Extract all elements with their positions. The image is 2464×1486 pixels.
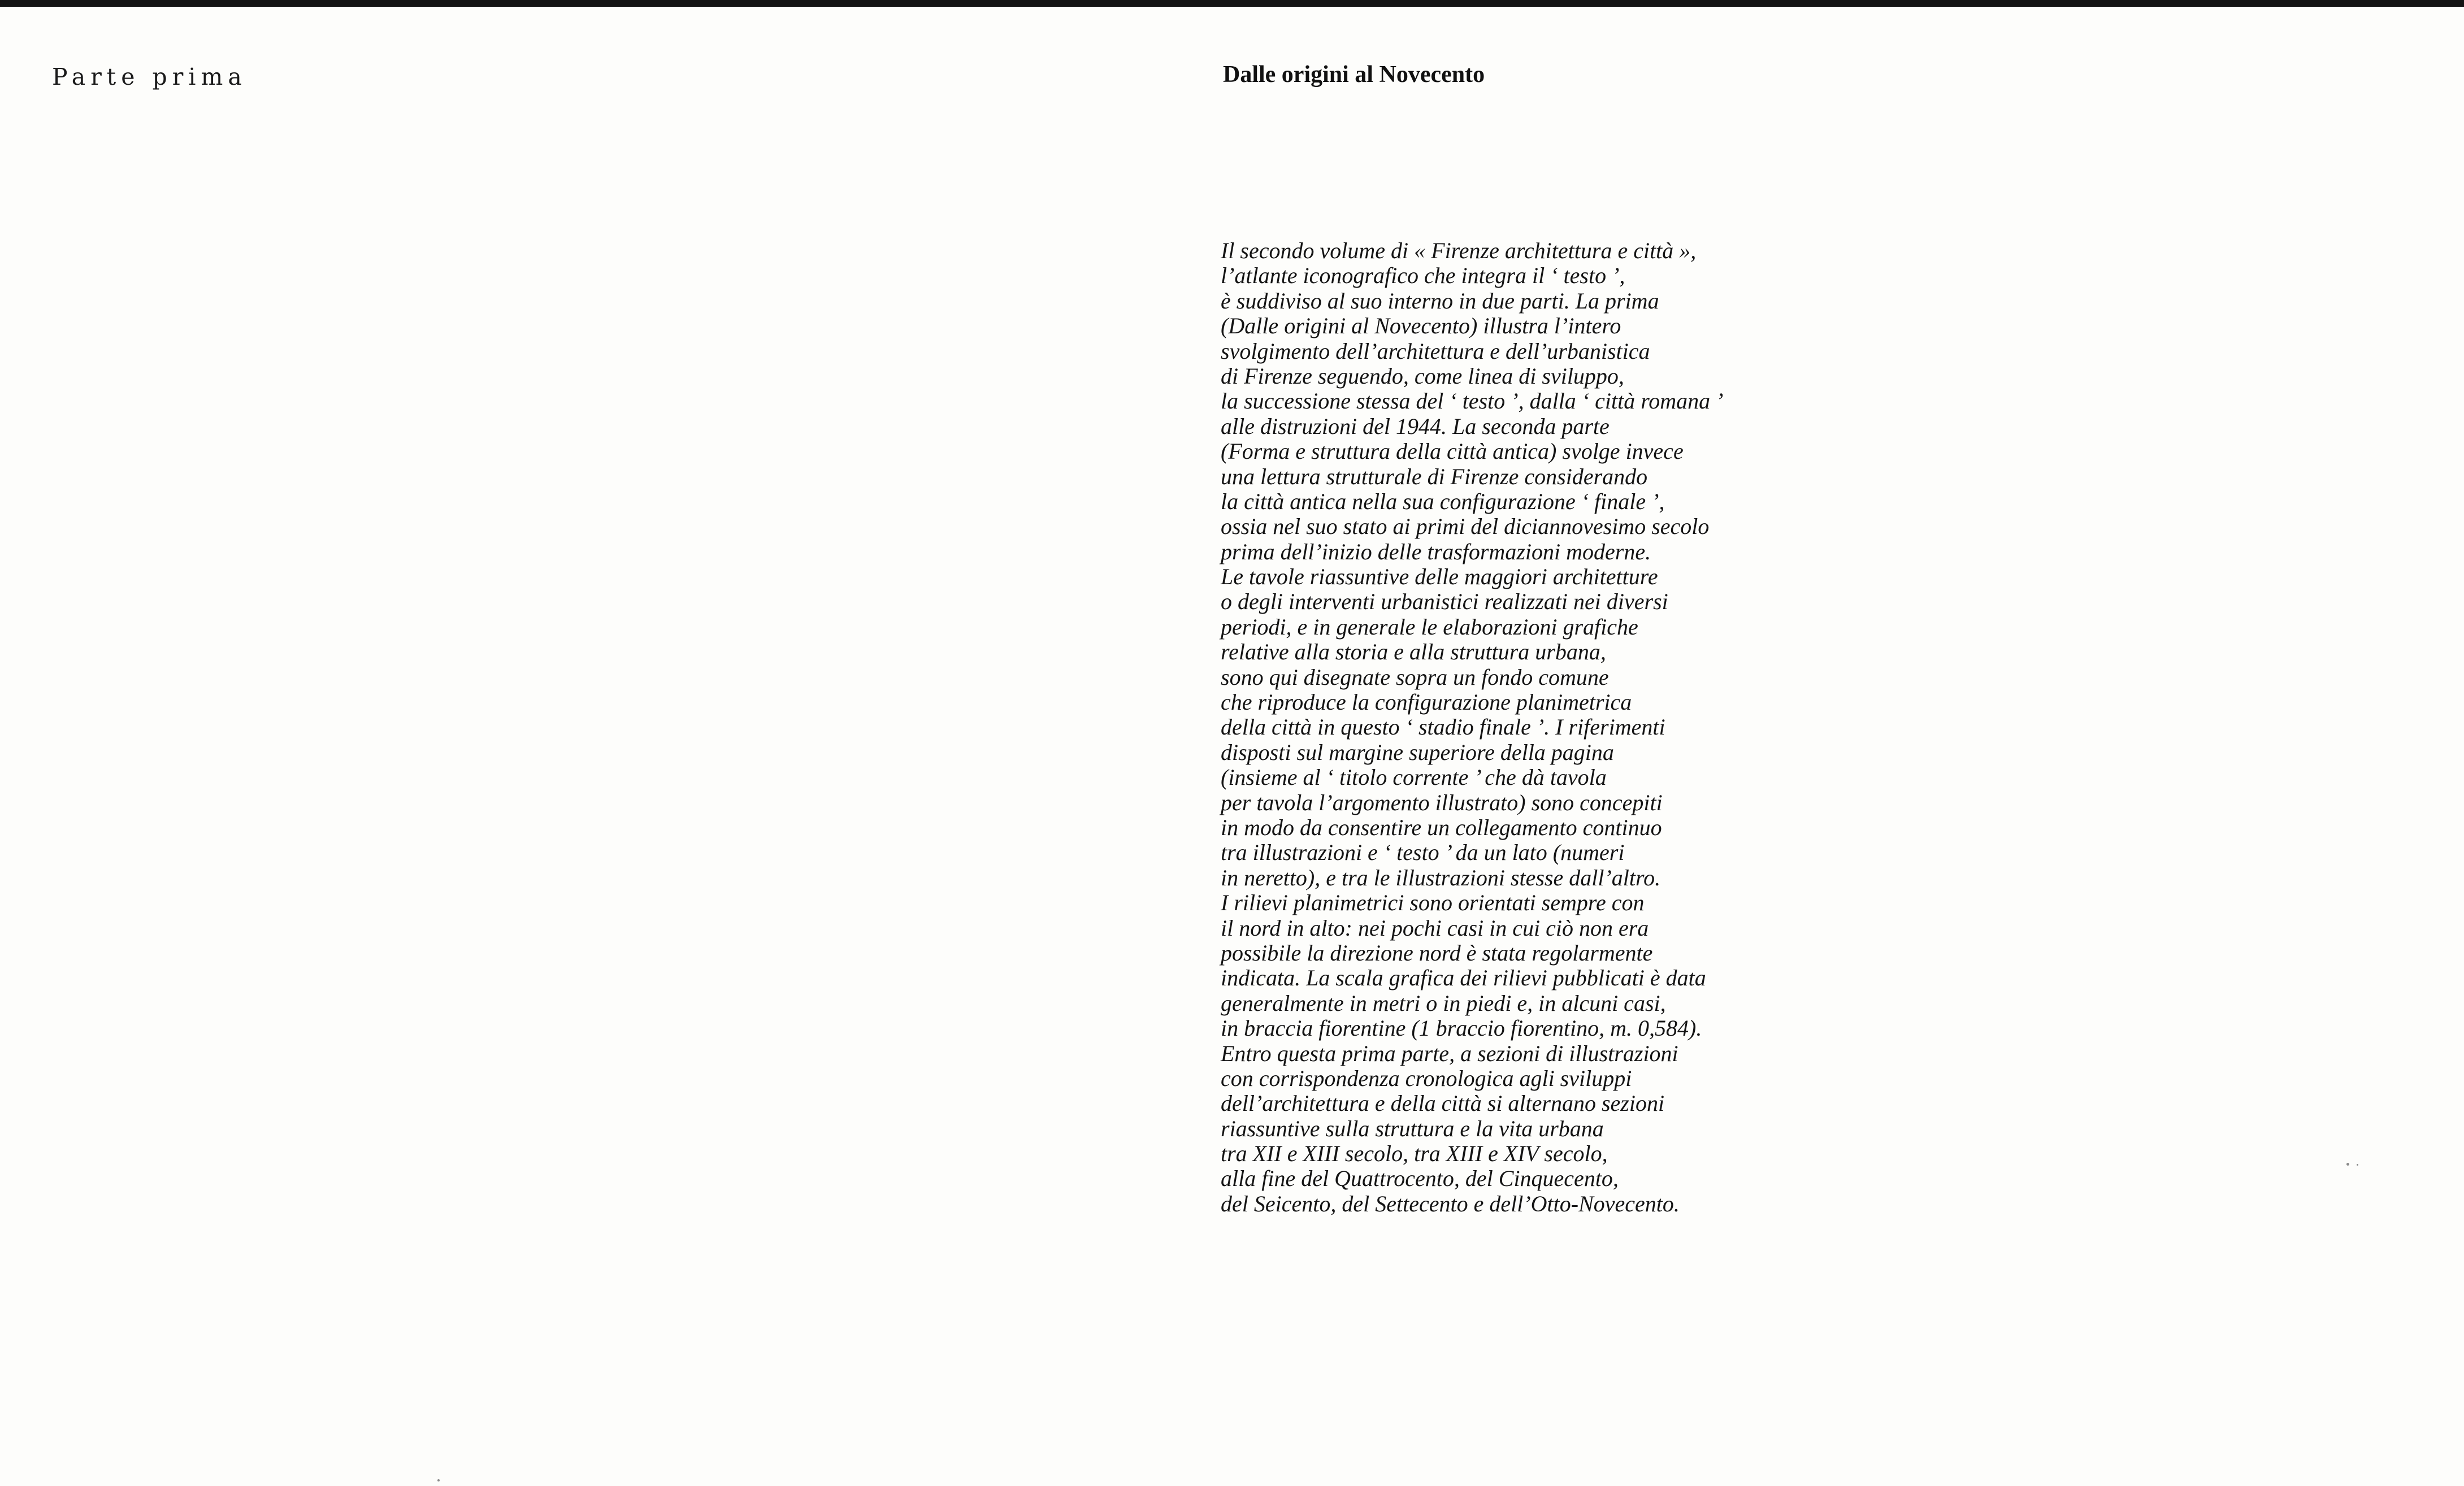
text-line: prima dell’inizio delle trasformazioni moderne.: [1221, 538, 1651, 564]
text-line: tra XII e XIII secolo, tra XIII e XIV secolo,: [1221, 1141, 1608, 1167]
section-label: Parte prima: [52, 63, 247, 90]
text-line: (Dalle origini al Novecento) illustra l’intero: [1221, 313, 1621, 339]
text-line: l’atlante iconografico che integra il ‘ testo ’,: [1221, 263, 1625, 289]
section-title: Dalle origini al Novecento: [1223, 62, 1485, 88]
text-line: Entro questa prima parte, a sezioni di illustrazioni: [1221, 1040, 1678, 1066]
paper-speck: [2357, 1164, 2358, 1166]
text-line: riassuntive sulla struttura e la vita urbana: [1221, 1115, 1604, 1141]
text-line: che riproduce la configurazione planimetrica: [1221, 689, 1632, 715]
text-line: indicata. La scala grafica dei rilievi pubblicati è data: [1221, 965, 1706, 991]
text-line: dell’architettura e della città si alternano sezioni: [1221, 1090, 1665, 1116]
text-line: disposti sul margine superiore della pagina: [1221, 739, 1614, 765]
text-line: periodi, e in generale le elaborazioni grafiche: [1221, 614, 1638, 640]
text-line: alla fine del Quattrocento, del Cinquecento,: [1221, 1166, 1619, 1192]
text-line: o degli interventi urbanistici realizzati nei diversi: [1221, 589, 1668, 615]
text-line: ossia nel suo stato ai primi del diciannovesimo secolo: [1221, 514, 1710, 540]
text-line: tra illustrazioni e ‘ testo ’ da un lato (numeri: [1221, 840, 1625, 866]
text-line: la città antica nella sua configurazione ‘ finale ’,: [1221, 488, 1665, 514]
text-line: relative alla storia e alla struttura urbana,: [1221, 639, 1606, 665]
text-line: svolgimento dell’architettura e dell’urbanistica: [1221, 338, 1650, 364]
text-line: generalmente in metri o in piedi e, in alcuni casi,: [1221, 990, 1666, 1016]
text-line: Le tavole riassuntive delle maggiori architetture: [1221, 564, 1658, 590]
text-line: per tavola l’argomento illustrato) sono concepiti: [1221, 789, 1663, 815]
text-line: è suddiviso al suo interno in due parti. La prima: [1221, 288, 1659, 314]
text-line: il nord in alto: nei pochi casi in cui ciò non era: [1221, 915, 1649, 941]
paper-speck: [437, 1479, 440, 1481]
text-line: sono qui disegnate sopra un fondo comune: [1221, 664, 1609, 690]
text-line: in neretto), e tra le illustrazioni stesse dall’altro.: [1221, 864, 1661, 890]
text-line: della città in questo ‘ stadio finale ’. I riferimenti: [1221, 714, 1665, 740]
text-line: in braccia fiorentine (1 braccio fiorentino, m. 0,584).: [1221, 1015, 1702, 1041]
text-line: possibile la direzione nord è stata regolarmente: [1221, 940, 1653, 966]
top-scan-edge: [0, 0, 2464, 7]
text-line: di Firenze seguendo, come linea di sviluppo,: [1221, 363, 1624, 389]
text-line: I rilievi planimetrici sono orientati sempre con: [1221, 890, 1645, 916]
text-line: una lettura strutturale di Firenze considerando: [1221, 463, 1648, 489]
text-line: (Forma e struttura della città antica) svolge invece: [1221, 438, 1684, 464]
text-line: in modo da consentire un collegamento continuo: [1221, 814, 1662, 840]
text-line: (insieme al ‘ titolo corrente ’ che dà tavola: [1221, 764, 1607, 790]
body-paragraph: [1221, 238, 1831, 1216]
text-line: Il secondo volume di « Firenze architettura e città »,: [1221, 238, 1697, 263]
text-line: la successione stessa del ‘ testo ’, dalla ‘ città romana ’: [1221, 388, 1724, 414]
text-line: alle distruzioni del 1944. La seconda parte: [1221, 413, 1610, 439]
paper-speck: [2346, 1163, 2349, 1166]
text-line: del Seicento, del Settecento e dell’Otto-Novecento.: [1221, 1190, 1680, 1216]
text-line: con corrispondenza cronologica agli sviluppi: [1221, 1065, 1632, 1091]
